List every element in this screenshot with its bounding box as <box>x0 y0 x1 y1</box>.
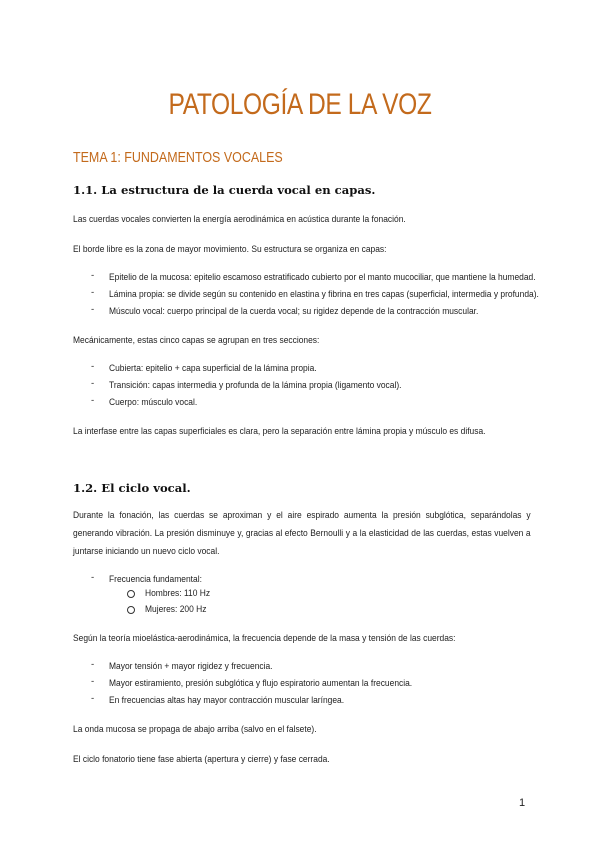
paragraph: Durante la fonación, las cuerdas se aproximan y el aire espirado aumenta la presión subglótica, separándolas y generando vibración. La presión disminuye y, gracias al efecto Bernoulli y a la elasticidad de las cuerdas, estas vuelven a juntarse iniciando un nuevo ciclo vocal. <box>73 510 531 557</box>
list-item: Músculo vocal: cuerpo principal de la cuerda vocal; su rigidez depende de la contracción muscular. <box>109 306 479 317</box>
paragraph: Las cuerdas vocales convierten la energía aerodinámica en acústica durante la fonación. <box>73 214 406 225</box>
list-bullet: - <box>91 287 95 298</box>
list-item: Mayor estiramiento, presión subglótica y flujo espiratorio aumentan la frecuencia. <box>109 678 413 689</box>
paragraph: Mecánicamente, estas cinco capas se agrupan en tres secciones: <box>73 335 320 346</box>
list-item: Cubierta: epitelio + capa superficial de la lámina propia. <box>109 363 317 374</box>
list-item: Cuerpo: músculo vocal. <box>109 397 198 408</box>
list-item: Lámina propia: se divide según su contenido en elastina y fibrina en tres capas (superficial, intermedia y profunda). <box>109 289 539 300</box>
page-number: 1 <box>519 797 526 809</box>
document-title: PATOLOGÍA DE LA VOZ <box>168 88 432 121</box>
section-1-1-heading: 1.1. La estructura de la cuerda vocal en capas. <box>73 183 376 197</box>
sublist-item: Hombres: 110 Hz <box>145 588 211 599</box>
section-1-2-heading: 1.2. El ciclo vocal. <box>73 481 191 495</box>
list-bullet: - <box>91 659 95 670</box>
list-item: Epitelio de la mucosa: epitelio escamoso estratificado cubierto por el manto mucociliar, que mantiene la humedad. <box>109 272 536 283</box>
paragraph: La interfase entre las capas superficiales es clara, pero la separación entre lámina propia y músculo es difusa. <box>73 426 486 437</box>
paragraph: Según la teoría mioelástica-aerodinámica, la frecuencia depende de la masa y tensión de las cuerdas: <box>73 633 456 644</box>
list-bullet: - <box>91 572 95 583</box>
list-bullet: - <box>91 304 95 315</box>
list-bullet: - <box>91 270 95 281</box>
paragraph: El ciclo fonatorio tiene fase abierta (apertura y cierre) y fase cerrada. <box>73 754 330 765</box>
list-bullet: - <box>91 676 95 687</box>
list-bullet: - <box>91 378 95 389</box>
paragraph: El borde libre es la zona de mayor movimiento. Su estructura se organiza en capas: <box>73 244 387 255</box>
list-item: En frecuencias altas hay mayor contracción muscular laríngea. <box>109 695 345 706</box>
sublist-bullet <box>127 606 135 614</box>
paragraph: La onda mucosa se propaga de abajo arriba (salvo en el falsete). <box>73 724 317 735</box>
sublist-item: Mujeres: 200 Hz <box>145 604 207 615</box>
sublist-bullet <box>127 590 135 598</box>
list-bullet: - <box>91 361 95 372</box>
list-item: Mayor tensión + mayor rigidez y frecuencia. <box>109 661 273 672</box>
list-bullet: - <box>91 395 95 406</box>
list-item: Frecuencia fundamental: <box>109 574 202 585</box>
tema-heading: TEMA 1: FUNDAMENTOS VOCALES <box>73 150 283 166</box>
list-bullet: - <box>91 693 95 704</box>
list-item: Transición: capas intermedia y profunda de la lámina propia (ligamento vocal). <box>109 380 402 391</box>
